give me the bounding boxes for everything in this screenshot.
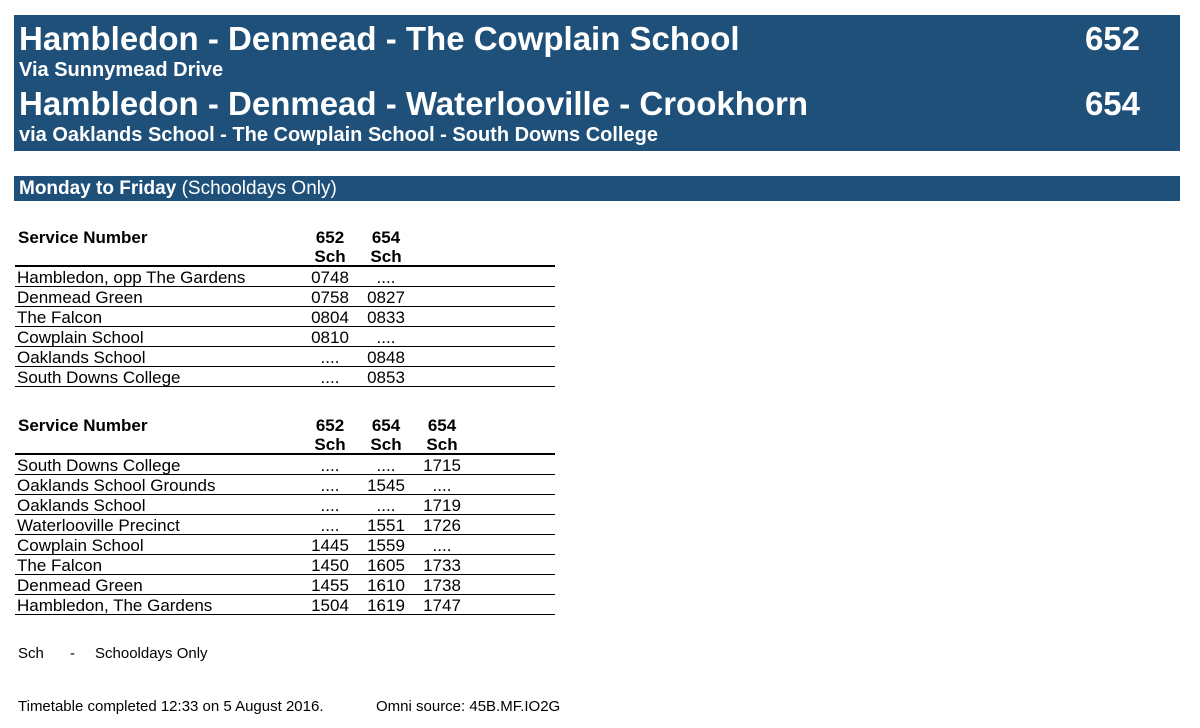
- departure-time: 1445: [311, 536, 349, 555]
- stop-name: South Downs College: [17, 456, 181, 475]
- service-column-header: [419, 416, 465, 454]
- stop-name: Hambledon, The Gardens: [17, 596, 213, 615]
- footer-completed: Timetable completed 12:33 on 5 August 2016.: [18, 698, 324, 715]
- service-code: Sch: [370, 435, 402, 454]
- departure-time: ....: [432, 536, 452, 555]
- departure-time: 0848: [367, 348, 405, 367]
- service-code: Sch: [426, 435, 458, 454]
- departure-time: 0748: [311, 268, 349, 287]
- route-654-via: via Oaklands School - The Cowplain School - South Downs College: [19, 124, 658, 146]
- departure-time: 0827: [367, 288, 405, 307]
- service-number: 654: [371, 228, 401, 247]
- table-row: [15, 555, 555, 575]
- table-header: [15, 414, 555, 455]
- stop-name: The Falcon: [17, 308, 103, 327]
- table-row: [15, 495, 555, 515]
- departure-time: 1733: [423, 556, 461, 575]
- day-band-main: Monday to Friday: [19, 178, 177, 199]
- departure-time: 1726: [423, 516, 461, 535]
- departure-time: 1551: [367, 516, 405, 535]
- departure-time: 0810: [311, 328, 349, 347]
- key-dash: -: [70, 645, 75, 662]
- service-code: Sch: [314, 435, 346, 454]
- afternoon-timetable: [15, 414, 555, 615]
- departure-time: 1619: [367, 596, 405, 615]
- service-number: 654: [371, 416, 401, 435]
- day-band-note: (Schooldays Only): [181, 178, 337, 199]
- footer-source: Omni source: 45B.MF.IO2G: [376, 698, 561, 715]
- service-column-header: [307, 416, 353, 454]
- departure-time: 1747: [423, 596, 461, 615]
- departure-time: 1605: [367, 556, 405, 575]
- service-number-label: Service Number: [18, 416, 148, 435]
- table-row: [15, 475, 555, 495]
- stop-name: Oaklands School: [17, 496, 146, 515]
- departure-time: ....: [376, 268, 396, 287]
- departure-time: 0853: [367, 368, 405, 387]
- route-652-via: Via Sunnymead Drive: [19, 59, 224, 81]
- departure-time: ....: [320, 476, 340, 495]
- table-row: [15, 455, 555, 475]
- service-column-header: [363, 228, 409, 266]
- departure-time: 1450: [311, 556, 349, 575]
- stop-name: The Falcon: [17, 556, 103, 575]
- departure-time: 1719: [423, 496, 461, 515]
- departure-time: 1715: [423, 456, 461, 475]
- service-number-label: Service Number: [18, 228, 148, 247]
- day-band: [14, 176, 1180, 201]
- departure-time: 1610: [367, 576, 405, 595]
- departure-time: ....: [320, 516, 340, 535]
- table-row: [15, 347, 555, 367]
- stop-name: Oaklands School: [17, 348, 146, 367]
- service-code: Sch: [370, 247, 402, 266]
- departure-time: ....: [320, 496, 340, 515]
- service-number: 652: [315, 416, 345, 435]
- route-652-title: Hambledon - Denmead - The Cowplain School: [19, 20, 740, 57]
- stop-name: Waterlooville Precinct: [17, 516, 180, 535]
- departure-time: 1559: [367, 536, 405, 555]
- table-row: [15, 535, 555, 555]
- service-number: 652: [315, 228, 345, 247]
- table-header: [15, 226, 555, 267]
- departure-time: 1738: [423, 576, 461, 595]
- stop-name: Oaklands School Grounds: [17, 476, 216, 495]
- departure-time: 0833: [367, 308, 405, 327]
- table-row: [15, 595, 555, 615]
- table-row: [15, 575, 555, 595]
- stop-name: South Downs College: [17, 368, 181, 387]
- table-row: [15, 267, 555, 287]
- stop-name: Denmead Green: [17, 576, 143, 595]
- departure-time: 0758: [311, 288, 349, 307]
- departure-time: ....: [320, 348, 340, 367]
- departure-time: 1504: [311, 596, 349, 615]
- table-row: [15, 515, 555, 535]
- morning-timetable: [15, 226, 555, 387]
- route-654-title: Hambledon - Denmead - Waterlooville - Crookhorn: [19, 85, 809, 122]
- departure-time: ....: [376, 456, 396, 475]
- departure-time: 0804: [311, 308, 349, 327]
- service-code: Sch: [314, 247, 346, 266]
- table-row: [15, 367, 555, 387]
- route-652-number: 652: [1084, 20, 1140, 57]
- service-number: 654: [427, 416, 457, 435]
- stop-name: Cowplain School: [17, 536, 144, 555]
- departure-time: ....: [376, 328, 396, 347]
- table-row: [15, 307, 555, 327]
- table-row: [15, 287, 555, 307]
- key-legend: [18, 645, 208, 663]
- service-column-header: [363, 416, 409, 454]
- departure-time: 1455: [311, 576, 349, 595]
- route-654-header: [19, 84, 1140, 146]
- departure-time: ....: [320, 368, 340, 387]
- departure-time: 1545: [367, 476, 405, 495]
- departure-time: ....: [432, 476, 452, 495]
- table-row: [15, 327, 555, 347]
- footer: [18, 698, 561, 716]
- stop-name: Hambledon, opp The Gardens: [17, 268, 246, 287]
- stop-name: Denmead Green: [17, 288, 143, 307]
- key-code: Sch: [18, 645, 44, 662]
- departure-time: ....: [320, 456, 340, 475]
- service-column-header: [307, 228, 353, 266]
- departure-time: ....: [376, 496, 396, 515]
- route-652-header: [19, 19, 1140, 81]
- route-654-number: 654: [1084, 85, 1140, 122]
- key-meaning: Schooldays Only: [95, 645, 208, 662]
- stop-name: Cowplain School: [17, 328, 144, 347]
- route-banner: [14, 15, 1180, 151]
